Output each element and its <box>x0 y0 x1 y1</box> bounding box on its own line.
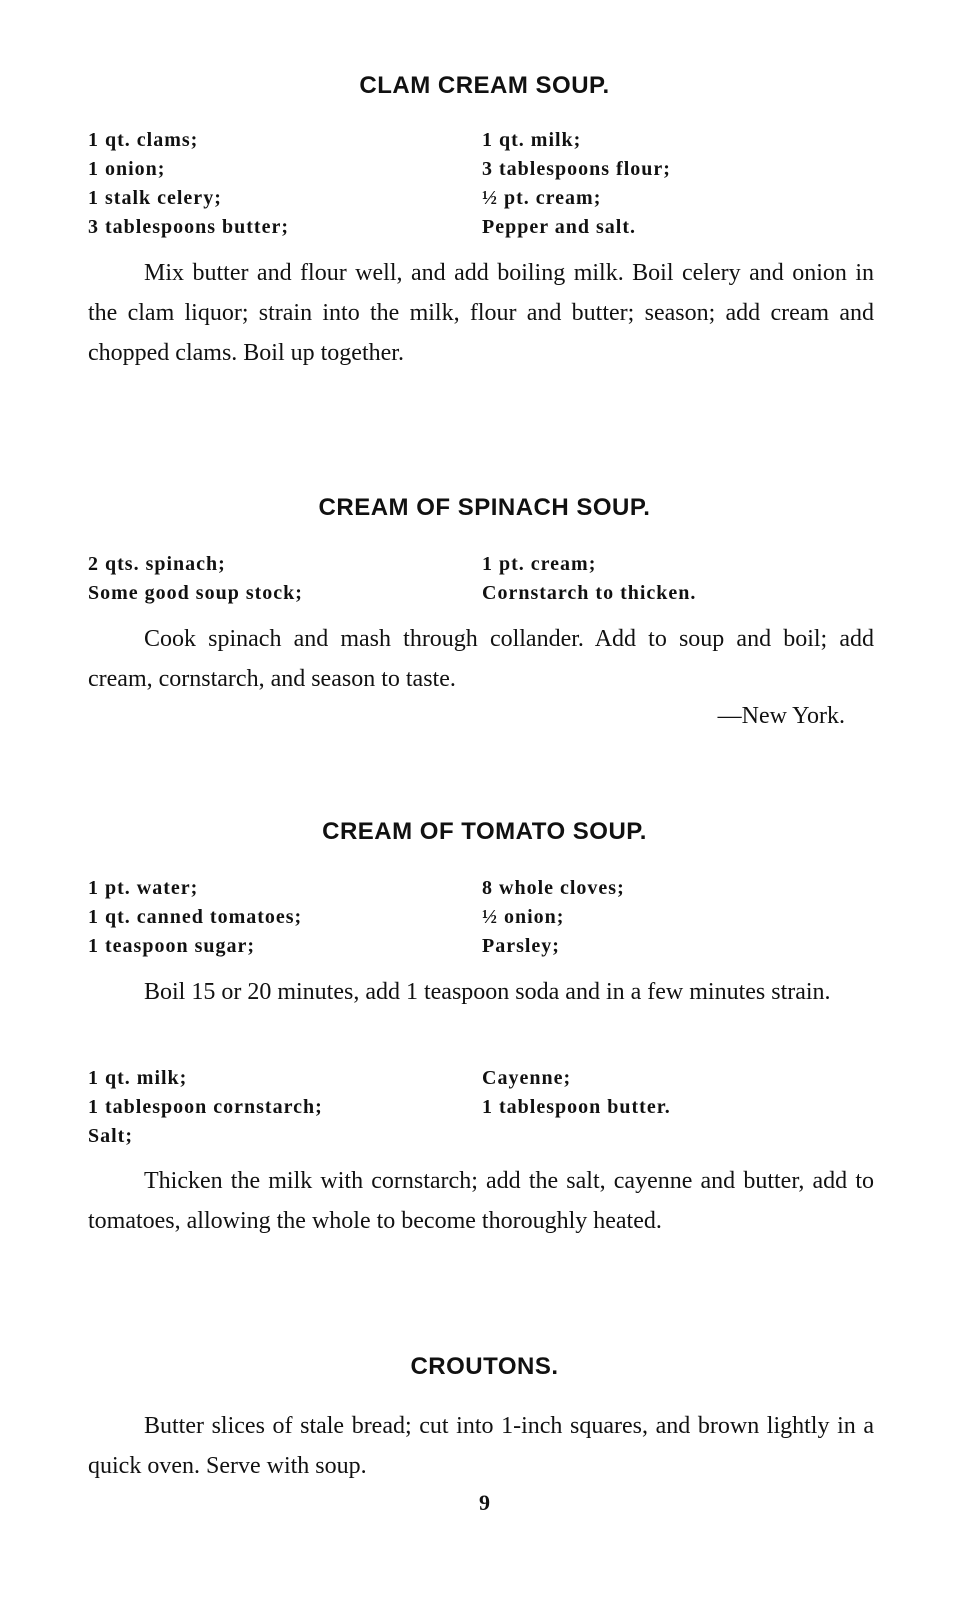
ingredients-right-column <box>482 550 696 608</box>
ingredient-item: 3 tablespoons butter; <box>88 216 290 238</box>
ingredient-item: 1 teaspoon sugar; <box>88 935 256 957</box>
directions-clam-cream-soup: Mix butter and flour well, and add boiling milk. Boil celery and onion in the clam liquor; strain into the milk, flour and butter; season; add cream and chopped clams. Boil up together. <box>88 260 874 366</box>
ingredient-item: Cornstarch to thicken. <box>482 582 697 604</box>
ingredient-item: Salt; <box>88 1125 133 1147</box>
ingredient-item: ½ pt. cream; <box>482 187 602 209</box>
recipe-title-clam-cream-soup: CLAM CREAM SOUP. <box>359 72 610 99</box>
ingredient-item: 1 onion; <box>88 158 166 180</box>
ingredients-left-column <box>88 874 302 961</box>
ingredient-item: 1 qt. canned tomatoes; <box>88 906 303 928</box>
ingredients-left-column <box>88 126 289 242</box>
page-number: 9 <box>479 1490 490 1515</box>
ingredient-item: Some good soup stock; <box>88 582 303 604</box>
ingredient-item: Pepper and salt. <box>482 216 636 238</box>
ingredient-item: Cayenne; <box>482 1067 572 1089</box>
ingredient-item: 8 whole cloves; <box>482 877 625 899</box>
directions-cream-of-tomato-soup-step-1: Boil 15 or 20 minutes, add 1 teaspoon soda and in a few minutes strain. <box>144 979 831 1005</box>
ingredient-item: 1 qt. clams; <box>88 129 199 151</box>
recipe-title-cream-of-spinach-soup: CREAM OF SPINACH SOUP. <box>318 494 651 521</box>
ingredient-item: 1 tablespoon butter. <box>482 1096 671 1118</box>
ingredient-item: 1 stalk celery; <box>88 187 222 209</box>
ingredient-item: Parsley; <box>482 935 560 957</box>
directions-croutons: Butter slices of stale bread; cut into 1-inch squares, and brown lightly in a quick oven. Serve with soup. <box>88 1413 874 1479</box>
ingredient-item: 1 pt. water; <box>88 877 199 899</box>
ingredients-right-column <box>482 874 625 961</box>
directions-cream-of-tomato-soup-step-2: Thicken the milk with cornstarch; add the salt, cayenne and butter, add to tomatoes, allowing the whole to become thoroughly heated. <box>88 1168 874 1234</box>
ingredient-item: ½ onion; <box>482 906 565 928</box>
directions-cream-of-spinach-soup: Cook spinach and mash through collander. Add to soup and boil; add cream, cornstarch, and season to taste. <box>88 626 874 692</box>
ingredients-left-column <box>88 1064 323 1151</box>
recipe-title-croutons: CROUTONS. <box>410 1353 559 1380</box>
ingredient-item: 1 pt. cream; <box>482 553 597 575</box>
ingredient-item: 1 qt. milk; <box>88 1067 188 1089</box>
ingredients-right-column <box>482 126 671 242</box>
ingredients-left-column <box>88 550 303 608</box>
ingredients-right-column <box>482 1064 671 1122</box>
ingredient-item: 1 tablespoon cornstarch; <box>88 1096 323 1118</box>
ingredient-item: 2 qts. spinach; <box>88 553 226 575</box>
ingredient-item: 3 tablespoons flour; <box>482 158 671 180</box>
recipe-title-cream-of-tomato-soup: CREAM OF TOMATO SOUP. <box>322 818 647 845</box>
ingredient-item: 1 qt. milk; <box>482 129 582 151</box>
recipe-signature: —New York. <box>717 703 845 729</box>
